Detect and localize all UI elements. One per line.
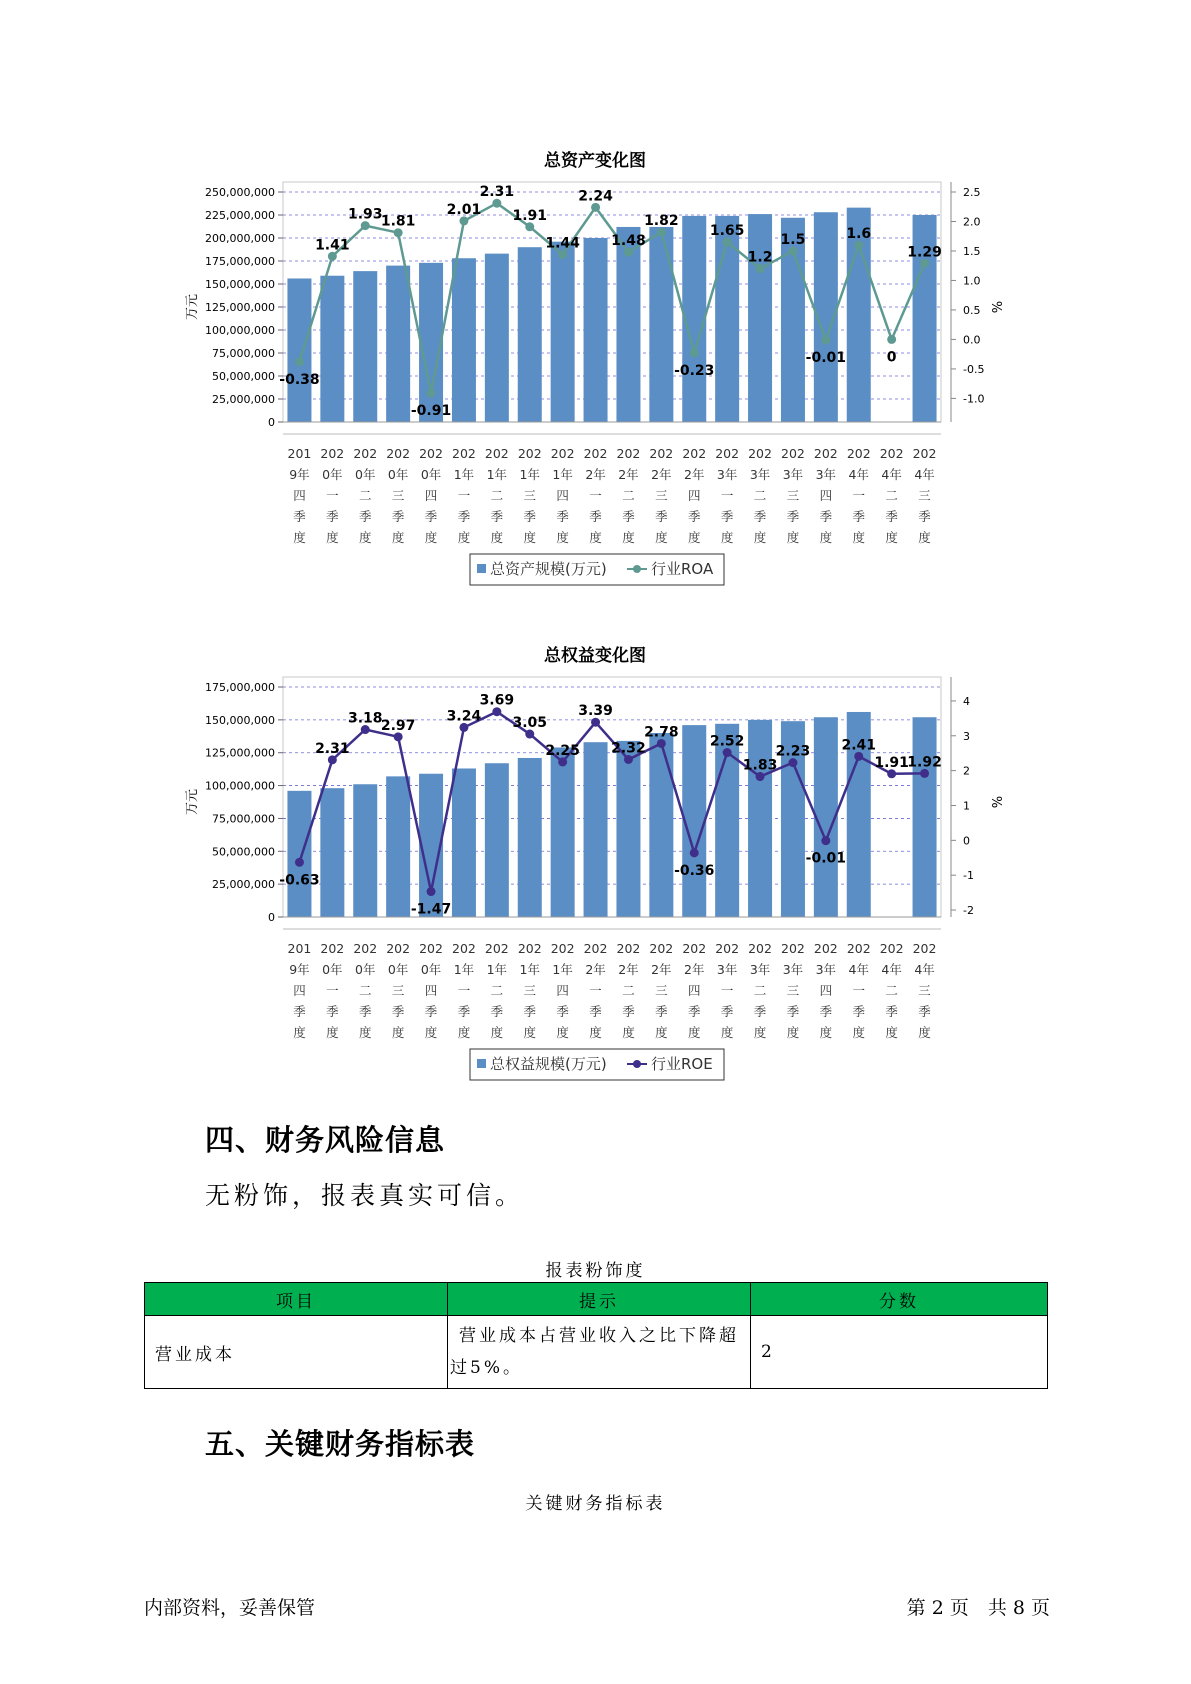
total-equity-chart — [0, 635, 1191, 1085]
x-tick-label: 202 0年二季度 — [353, 941, 378, 1040]
bar — [584, 742, 608, 917]
series-point — [887, 335, 896, 344]
series-point — [427, 389, 436, 398]
bar — [649, 227, 673, 422]
y2-tick-label: 2.5 — [963, 186, 981, 199]
section4-body: 无粉饰，报表真实可信。 — [205, 1181, 525, 1210]
bar — [649, 733, 673, 917]
x-tick-label: 202 0年三季度 — [386, 941, 411, 1040]
x-tick-label: 202 3年三季度 — [781, 941, 805, 1040]
x-tick-label: 202 1年二季度 — [484, 446, 509, 545]
x-tick-label: 202 1年三季度 — [517, 446, 542, 545]
x-tick-label: 201 9年四季度 — [287, 446, 312, 545]
bar — [748, 720, 772, 917]
x-tick-label: 202 4年一季度 — [846, 446, 871, 545]
data-label: 1.65 — [709, 223, 745, 240]
bar — [287, 791, 311, 917]
bar — [748, 214, 772, 422]
series-point — [295, 858, 304, 867]
y-axis-label: 万元 — [185, 293, 200, 321]
legend-bar-label: 总资产规模(万元) — [490, 560, 607, 578]
x-tick-label: 202 3年四季度 — [813, 941, 838, 1040]
bar — [616, 741, 640, 917]
section4-title: 四、财务风险信息 — [205, 1123, 446, 1157]
header-score: 分数 — [751, 1283, 1048, 1316]
legend-line-dot — [633, 565, 641, 573]
series-point — [821, 336, 830, 345]
x-tick-label: 202 2年四季度 — [682, 941, 707, 1040]
data-label: 3.69 — [479, 692, 515, 709]
bar — [419, 263, 443, 422]
data-label: 2.31 — [479, 184, 515, 201]
x-tick-label: 202 2年三季度 — [649, 941, 674, 1040]
risk-table-header-row — [145, 1283, 1048, 1316]
x-tick-label: 202 4年二季度 — [879, 941, 904, 1040]
y2-tick-label: 0 — [963, 834, 970, 848]
y-tick-label: 250,000,000 — [205, 186, 275, 199]
data-label: 2.97 — [380, 717, 416, 734]
y-tick-label: 175,000,000 — [205, 255, 275, 268]
x-tick-label: 202 4年二季度 — [879, 446, 904, 545]
y-tick-label: 75,000,000 — [212, 347, 275, 360]
legend-bar-swatch — [477, 564, 486, 573]
row-hint — [448, 1316, 751, 1389]
data-label: 2.31 — [315, 740, 350, 757]
data-label: 1.92 — [907, 754, 942, 771]
bar — [353, 271, 377, 422]
chart-title: 总资产变化图 — [544, 151, 646, 171]
y2-tick-label: 0.5 — [963, 303, 981, 317]
x-tick-label: 202 2年一季度 — [583, 446, 608, 545]
bar — [485, 763, 509, 917]
x-tick-label: 202 3年二季度 — [748, 941, 772, 1040]
x-tick-label: 202 0年一季度 — [320, 446, 345, 545]
y-tick-label: 100,000,000 — [205, 324, 275, 337]
x-tick-label: 202 1年一季度 — [452, 446, 476, 545]
x-tick-label: 202 2年二季度 — [616, 446, 641, 545]
row-score: 2 — [751, 1316, 1048, 1389]
x-tick-label: 202 1年一季度 — [452, 941, 476, 1040]
y2-tick-label: -0.5 — [963, 362, 985, 376]
bar — [452, 258, 476, 422]
y-tick-label: 225,000,000 — [205, 209, 275, 222]
bar — [485, 254, 509, 422]
y2-tick-label: 0.0 — [963, 333, 981, 347]
x-tick-label: 202 0年四季度 — [419, 941, 443, 1040]
data-label: 0 — [886, 349, 897, 366]
legend-line-label: 行业ROE — [651, 1055, 713, 1073]
y-tick-label: 100,000,000 — [205, 779, 275, 793]
x-tick-label: 202 0年三季度 — [386, 446, 411, 545]
x-tick-label: 202 2年一季度 — [583, 941, 608, 1040]
row-hint-line1: 营业成本占营业收入之比下降超 — [459, 1326, 739, 1346]
y-tick-label: 200,000,000 — [205, 232, 275, 245]
data-label: -0.23 — [674, 363, 715, 379]
data-label: -0.38 — [279, 371, 320, 388]
bar — [452, 768, 476, 917]
data-label: 3.39 — [578, 703, 613, 720]
x-tick-label: 202 1年四季度 — [550, 941, 575, 1040]
data-label: 1.91 — [512, 207, 548, 224]
bar — [353, 784, 377, 917]
bar — [913, 717, 937, 917]
data-label: 2.01 — [446, 201, 482, 218]
legend-bar-label: 总权益规模(万元) — [490, 1055, 607, 1073]
data-label: 1.93 — [347, 206, 383, 223]
x-tick-label: 202 3年三季度 — [781, 446, 805, 545]
header-hint: 提示 — [448, 1283, 751, 1316]
legend — [470, 1049, 724, 1080]
y-tick-label: 25,000,000 — [212, 393, 275, 406]
x-tick-label: 202 2年四季度 — [682, 446, 707, 545]
data-label: -1.47 — [410, 901, 452, 918]
x-tick-label: 202 3年一季度 — [715, 446, 740, 545]
x-tick-label: 202 0年一季度 — [320, 941, 345, 1040]
series-point — [295, 357, 304, 366]
y-tick-label: 125,000,000 — [205, 746, 275, 760]
series-point — [821, 836, 830, 845]
y-tick-label: 0 — [268, 416, 275, 429]
y2-tick-label: 3 — [963, 729, 970, 743]
x-tick-label: 202 4年一季度 — [846, 941, 871, 1040]
y2-tick-label: 2.0 — [963, 215, 981, 229]
bar — [551, 242, 575, 422]
x-tick-label: 202 3年二季度 — [748, 446, 772, 545]
series-point — [690, 349, 699, 358]
y-tick-label: 125,000,000 — [205, 301, 275, 314]
data-label: 1.83 — [742, 757, 778, 774]
x-tick-label: 202 4年三季度 — [912, 941, 937, 1040]
y2-tick-label: 1.0 — [963, 274, 981, 288]
data-label: -0.91 — [410, 403, 452, 420]
bar — [287, 278, 311, 422]
x-tick-label: 202 2年三季度 — [649, 446, 674, 545]
data-label: -0.01 — [805, 850, 847, 867]
y2-tick-label: -2 — [963, 904, 974, 918]
header-item: 项目 — [145, 1283, 448, 1316]
data-label: 2.24 — [578, 188, 613, 205]
series-point — [690, 848, 699, 857]
data-label: 2.25 — [545, 742, 580, 759]
y-tick-label: 75,000,000 — [212, 812, 275, 826]
bar — [551, 747, 575, 917]
series-point — [427, 887, 436, 896]
y-tick-label: 150,000,000 — [205, 278, 275, 291]
y2-axis-label: % — [988, 795, 1003, 809]
x-tick-label: 202 1年三季度 — [517, 941, 542, 1040]
data-label: 1.44 — [545, 235, 580, 252]
key-indicators-caption: 关键财务指标表 — [525, 1494, 666, 1514]
data-label: 1.81 — [380, 213, 416, 230]
section5-title: 五、关键财务指标表 — [205, 1427, 476, 1461]
data-label: 2.78 — [644, 724, 679, 741]
data-label: 1.48 — [611, 233, 646, 250]
data-label: 3.18 — [347, 710, 383, 727]
data-label: 1.6 — [846, 226, 872, 243]
x-tick-label: 202 3年四季度 — [813, 446, 838, 545]
bar — [386, 776, 410, 917]
x-tick-label: 202 3年一季度 — [715, 941, 740, 1040]
y2-tick-label: 1 — [963, 799, 970, 813]
data-label: 3.05 — [512, 715, 548, 732]
y2-tick-label: 2 — [963, 764, 970, 778]
bar — [320, 788, 344, 917]
y2-tick-label: -1 — [963, 869, 974, 883]
total-assets-chart — [0, 140, 1191, 590]
y-axis-label: 万元 — [185, 788, 200, 816]
y2-tick-label: 1.5 — [963, 244, 981, 258]
legend-line-dot — [633, 1060, 641, 1068]
data-label: 2.52 — [709, 733, 745, 750]
bar — [518, 247, 542, 422]
row-hint-line2: 过5%。 — [450, 1358, 523, 1378]
legend — [470, 554, 724, 585]
x-tick-label: 202 1年四季度 — [550, 446, 575, 545]
x-tick-label: 202 1年二季度 — [484, 941, 509, 1040]
bar — [584, 238, 608, 422]
data-label: -0.63 — [279, 872, 320, 889]
y-tick-label: 175,000,000 — [205, 681, 275, 694]
total-assets-chart-svg — [0, 140, 1191, 590]
legend-bar-swatch — [477, 1059, 486, 1068]
data-label: 2.32 — [611, 740, 646, 757]
legend-line-label: 行业ROA — [651, 560, 714, 578]
x-tick-label: 201 9年四季度 — [287, 941, 312, 1040]
data-label: -0.36 — [674, 862, 715, 879]
data-label: -0.01 — [805, 350, 847, 367]
data-label: 1.82 — [644, 213, 679, 230]
row-item: 营业成本 — [145, 1316, 448, 1389]
data-label: 1.91 — [874, 754, 909, 771]
y-tick-label: 50,000,000 — [212, 370, 275, 383]
table-row — [145, 1316, 1048, 1389]
data-label: 2.41 — [841, 737, 877, 754]
risk-table — [144, 1282, 1048, 1389]
total-equity-chart-svg — [0, 635, 1191, 1085]
risk-table-caption: 报表粉饰度 — [545, 1261, 646, 1281]
x-tick-label: 202 2年二季度 — [616, 941, 641, 1040]
bar — [320, 276, 344, 422]
x-tick-label: 202 0年二季度 — [353, 446, 378, 545]
x-tick-label: 202 4年三季度 — [912, 446, 937, 545]
footer-left: 内部资料，妥善保管 — [144, 1597, 316, 1619]
footer-right: 第 2 页 共 8 页 — [906, 1597, 1050, 1619]
y2-tick-label: -1.0 — [963, 392, 985, 406]
bar — [518, 758, 542, 917]
data-label: 1.2 — [747, 249, 773, 266]
data-label: 3.24 — [446, 708, 482, 725]
y-tick-label: 50,000,000 — [212, 845, 275, 859]
chart-title: 总权益变化图 — [544, 646, 646, 666]
data-label: 1.29 — [907, 244, 942, 261]
bar — [386, 266, 410, 422]
y2-tick-label: 4 — [963, 694, 970, 708]
y2-axis-label: % — [988, 300, 1003, 314]
x-tick-label: 202 0年四季度 — [419, 446, 443, 545]
bar — [715, 216, 739, 422]
data-label: 1.5 — [780, 231, 806, 248]
data-label: 1.41 — [315, 237, 350, 254]
y-tick-label: 25,000,000 — [212, 878, 275, 892]
y-tick-label: 150,000,000 — [205, 713, 275, 727]
data-label: 2.23 — [775, 743, 811, 760]
y-tick-label: 0 — [268, 911, 275, 924]
